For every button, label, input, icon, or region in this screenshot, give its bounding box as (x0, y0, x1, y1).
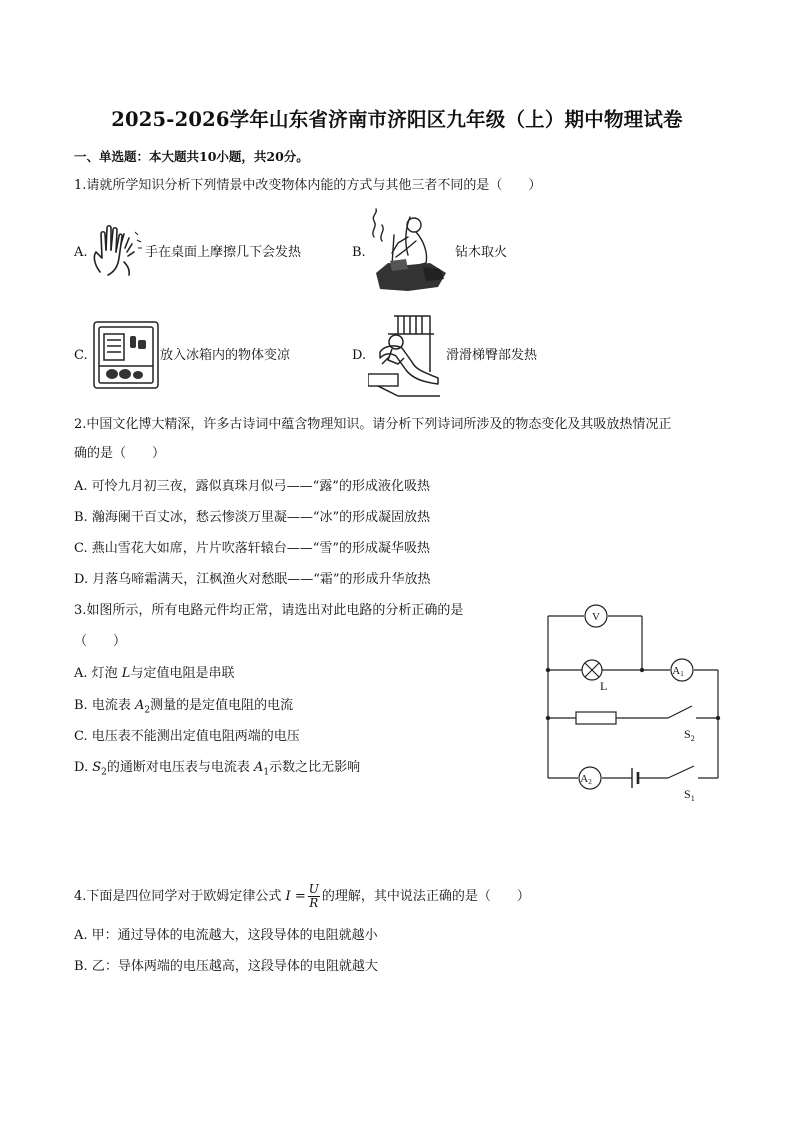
switch2-label: $S_2$ (684, 727, 695, 743)
q4-option-a: A. 甲：通过导体的电流越大，这段导体的电阻就越小 (74, 928, 378, 943)
q3-option-a: A. 灯泡 L与定值电阻是串联 (74, 666, 235, 681)
question-1-stem: 1.请就所学知识分析下列情景中改变物体内能的方式与其他三者不同的是（ ） (74, 178, 542, 193)
question-4-stem: 4.下面是四位同学对于欧姆定律公式 I = $\frac{U}{R}$ 的理解，其中说法正确的是（ ） (74, 882, 530, 910)
q1-option-a-letter: A. (74, 245, 88, 260)
q1-option-c-letter: C. (74, 348, 88, 363)
question-2-stem-line2: 确的是（ ） (74, 446, 166, 461)
question-2-stem-line1: 2.中国文化博大精深，许多古诗词中蕴含物理知识。请分析下列诗词所涉及的物态变化及其吸放热情况正 (74, 417, 672, 432)
circuit-diagram (540, 598, 726, 810)
q1-option-d-letter: D. (352, 348, 367, 363)
q2-option-d: D. 月落乌啼霜满天，江枫渔火对愁眠——“霜”的形成升华放热 (74, 572, 431, 587)
ammeter1-label: A1 (672, 665, 684, 678)
page-title: 2025-2026学年山东省济南市济阳区九年级（上）期中物理试卷 (111, 108, 683, 131)
question-3-stem-line2: （ ） (74, 634, 127, 649)
q2-option-b: B. 瀚海阑干百丈冰，愁云惨淡万里凝——“冰”的形成凝固放热 (74, 510, 431, 525)
q1-option-a-text: 手在桌面上摩擦几下会发热 (145, 245, 302, 260)
q2-option-c: C. 燕山雪花大如席，片片吹落轩辕台——“雪”的形成凝华吸热 (74, 541, 431, 556)
hands-rubbing-icon (88, 222, 146, 280)
q3-option-c: C. 电压表不能测出定值电阻两端的电压 (74, 729, 300, 744)
question-3-stem-line1: 3.如图所示，所有电路元件均正常，请选出对此电路的分析正确的是 (74, 603, 464, 618)
switch1-label: $S_1$ (684, 787, 695, 803)
child-on-slide-icon (368, 312, 444, 398)
ammeter2-label: A2 (580, 773, 592, 786)
q1-option-c-text: 放入冰箱内的物体变凉 (160, 348, 291, 363)
voltmeter-label: V (592, 611, 600, 623)
q3-option-d: D. $S_2$的通断对电压表与电流表 $A_1$示数之比无影响 (74, 760, 361, 778)
q3-option-b: B. 电流表 $A_2$测量的是定值电阻的电流 (74, 698, 294, 716)
drilling-wood-fire-icon (368, 207, 450, 297)
refrigerator-icon (92, 320, 160, 392)
section-heading: 一、单选题：本大题共10小题，共20分。 (74, 149, 309, 164)
q4-option-b: B. 乙：导体两端的电压越高，这段导体的电阻就越大 (74, 959, 378, 974)
q1-option-d-text: 滑滑梯臀部发热 (446, 348, 538, 363)
q2-option-a: A. 可怜九月初三夜，露似真珠月似弓——“露”的形成液化吸热 (74, 479, 430, 494)
resistor-symbol (576, 712, 616, 724)
q1-option-b-letter: B. (352, 245, 366, 260)
lamp-label: L (600, 679, 608, 693)
q1-option-b-text: 钻木取火 (455, 245, 508, 260)
ohm-law-fraction: $\frac{U}{R}$ (308, 882, 319, 910)
